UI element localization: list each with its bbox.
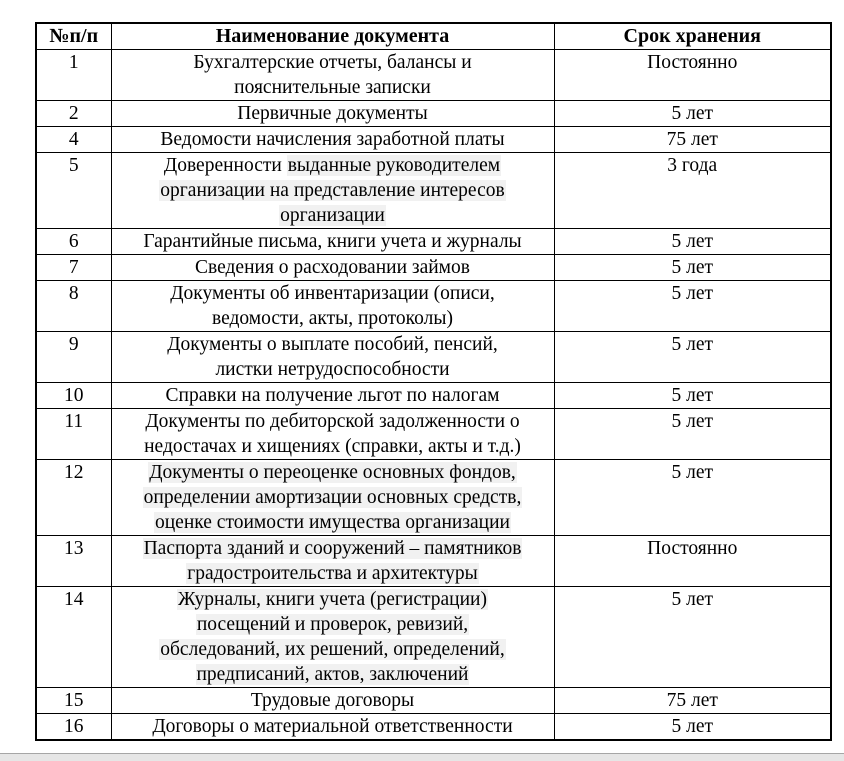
- plain-text: недостачах и хищениях (справки, акты и т.д.): [144, 436, 521, 457]
- row-number-cell: 13: [36, 536, 111, 587]
- plain-text: Бухгалтерские отчеты, балансы и: [193, 52, 472, 73]
- highlighted-text: Журналы, книги учета (регистрации): [178, 589, 487, 610]
- document-name-line: [112, 332, 554, 357]
- plain-text: Ведомости начисления заработной платы: [160, 129, 505, 150]
- document-name-line: [112, 434, 554, 459]
- plain-text: Сведения о расходовании займов: [195, 257, 470, 278]
- retention-term-cell: 5 лет: [554, 409, 831, 460]
- document-name-line: [112, 281, 554, 306]
- table-row: [36, 153, 831, 229]
- plain-text: Первичные документы: [237, 103, 428, 124]
- plain-text: листки нетрудоспособности: [215, 359, 450, 380]
- document-name-line: [112, 153, 554, 178]
- document-name-cell: [111, 409, 554, 460]
- document-name-line: [112, 612, 554, 637]
- row-number-cell: 16: [36, 714, 111, 741]
- header-cell-number: №п/п: [36, 23, 111, 50]
- plain-text: ведомости, акты, протоколы): [212, 308, 453, 329]
- row-number-cell: 11: [36, 409, 111, 460]
- document-name-cell: [111, 536, 554, 587]
- document-name-line: [112, 688, 554, 713]
- document-name-cell: [111, 127, 554, 153]
- document-name-line: [112, 50, 554, 75]
- retention-term-cell: 5 лет: [554, 101, 831, 127]
- document-name-line: [112, 255, 554, 280]
- table-row: [36, 587, 831, 688]
- row-number-cell: 6: [36, 229, 111, 255]
- document-name-cell: [111, 383, 554, 409]
- document-name-line: [112, 383, 554, 408]
- document-name-line: [112, 229, 554, 254]
- document-name-cell: [111, 229, 554, 255]
- document-name-line: [112, 357, 554, 382]
- highlighted-text: обследований, их решений, определений,: [160, 639, 505, 660]
- header-cell-document-name: Наименование документа: [111, 23, 554, 50]
- document-name-line: [112, 662, 554, 687]
- row-number-cell: 2: [36, 101, 111, 127]
- retention-term-cell: 5 лет: [554, 229, 831, 255]
- document-name-cell: [111, 714, 554, 741]
- retention-term-cell: Постоянно: [554, 50, 831, 101]
- document-name-line: [112, 101, 554, 126]
- table-row: [36, 50, 831, 101]
- highlighted-text: выданные руководителем: [287, 155, 501, 176]
- document-name-line: [112, 203, 554, 228]
- retention-term-cell: 5 лет: [554, 332, 831, 383]
- plain-text: Документы о выплате пособий, пенсий,: [167, 334, 498, 355]
- retention-term-cell: Постоянно: [554, 536, 831, 587]
- row-number-cell: 15: [36, 688, 111, 714]
- highlighted-text: посещений и проверок, ревизий,: [196, 614, 469, 635]
- plain-text: пояснительные записки: [234, 77, 431, 98]
- document-name-line: [112, 306, 554, 331]
- document-name-line: [112, 637, 554, 662]
- row-number-cell: 4: [36, 127, 111, 153]
- document-name-cell: [111, 460, 554, 536]
- plain-text: Трудовые договоры: [250, 690, 415, 711]
- highlighted-text: определении амортизации основных средств,: [143, 487, 522, 508]
- highlighted-text: оценке стоимости имущества организации: [155, 512, 510, 533]
- table-row: [36, 688, 831, 714]
- plain-text: Гарантийные письма, книги учета и журналы: [143, 231, 522, 252]
- retention-term-cell: 5 лет: [554, 460, 831, 536]
- document-name-cell: [111, 332, 554, 383]
- document-name-line: [112, 714, 554, 739]
- row-number-cell: 1: [36, 50, 111, 101]
- retention-term-cell: 5 лет: [554, 383, 831, 409]
- document-name-cell: [111, 50, 554, 101]
- plain-text: Документы по дебиторской задолженности о: [145, 411, 520, 432]
- plain-text: Документы об инвентаризации (описи,: [170, 283, 495, 304]
- document-name-line: [112, 75, 554, 100]
- retention-term-cell: 5 лет: [554, 255, 831, 281]
- table-header-row: [36, 23, 831, 50]
- retention-term-cell: 75 лет: [554, 127, 831, 153]
- table-row: [36, 714, 831, 741]
- table-row: [36, 281, 831, 332]
- plain-text: Справки на получение льгот по налогам: [165, 385, 500, 406]
- table-row: [36, 332, 831, 383]
- table-row: [36, 127, 831, 153]
- highlighted-text: организации: [280, 205, 385, 226]
- row-number-cell: 10: [36, 383, 111, 409]
- document-name-line: [112, 510, 554, 535]
- row-number-cell: 5: [36, 153, 111, 229]
- document-name-line: [112, 460, 554, 485]
- document-name-cell: [111, 153, 554, 229]
- row-number-cell: 7: [36, 255, 111, 281]
- document-name-cell: [111, 255, 554, 281]
- row-number-cell: 8: [36, 281, 111, 332]
- document-name-line: [112, 561, 554, 586]
- table-row: [36, 229, 831, 255]
- highlighted-text: градостроительства и архитектуры: [187, 563, 478, 584]
- table-row: [36, 255, 831, 281]
- table-row: [36, 383, 831, 409]
- highlighted-text: Паспорта зданий и сооружений – памятников: [143, 538, 522, 559]
- row-number-cell: 9: [36, 332, 111, 383]
- retention-term-cell: 5 лет: [554, 714, 831, 741]
- document-name-line: [112, 587, 554, 612]
- highlighted-text: Документы о переоценке основных фондов,: [149, 462, 516, 483]
- document-name-line: [112, 536, 554, 561]
- retention-term-cell: 3 года: [554, 153, 831, 229]
- retention-term-cell: 5 лет: [554, 587, 831, 688]
- header-cell-retention-term: Срок хранения: [554, 23, 831, 50]
- retention-periods-table: [35, 22, 832, 741]
- page-bottom-edge: [0, 753, 844, 761]
- table-row: [36, 409, 831, 460]
- retention-term-cell: 75 лет: [554, 688, 831, 714]
- row-number-cell: 12: [36, 460, 111, 536]
- document-name-line: [112, 127, 554, 152]
- document-name-cell: [111, 587, 554, 688]
- document-name-cell: [111, 101, 554, 127]
- plain-text: Договоры о материальной ответственности: [152, 716, 513, 737]
- table-row: [36, 536, 831, 587]
- plain-text: Доверенности: [163, 155, 287, 176]
- table-row: [36, 101, 831, 127]
- document-name-line: [112, 409, 554, 434]
- highlighted-text: предписаний, актов, заключений: [196, 664, 469, 685]
- retention-term-cell: 5 лет: [554, 281, 831, 332]
- table-row: [36, 460, 831, 536]
- table-body: [36, 50, 831, 741]
- document-name-line: [112, 178, 554, 203]
- document-name-line: [112, 485, 554, 510]
- highlighted-text: организации на представление интересов: [160, 180, 505, 201]
- document-name-cell: [111, 281, 554, 332]
- document-name-cell: [111, 688, 554, 714]
- row-number-cell: 14: [36, 587, 111, 688]
